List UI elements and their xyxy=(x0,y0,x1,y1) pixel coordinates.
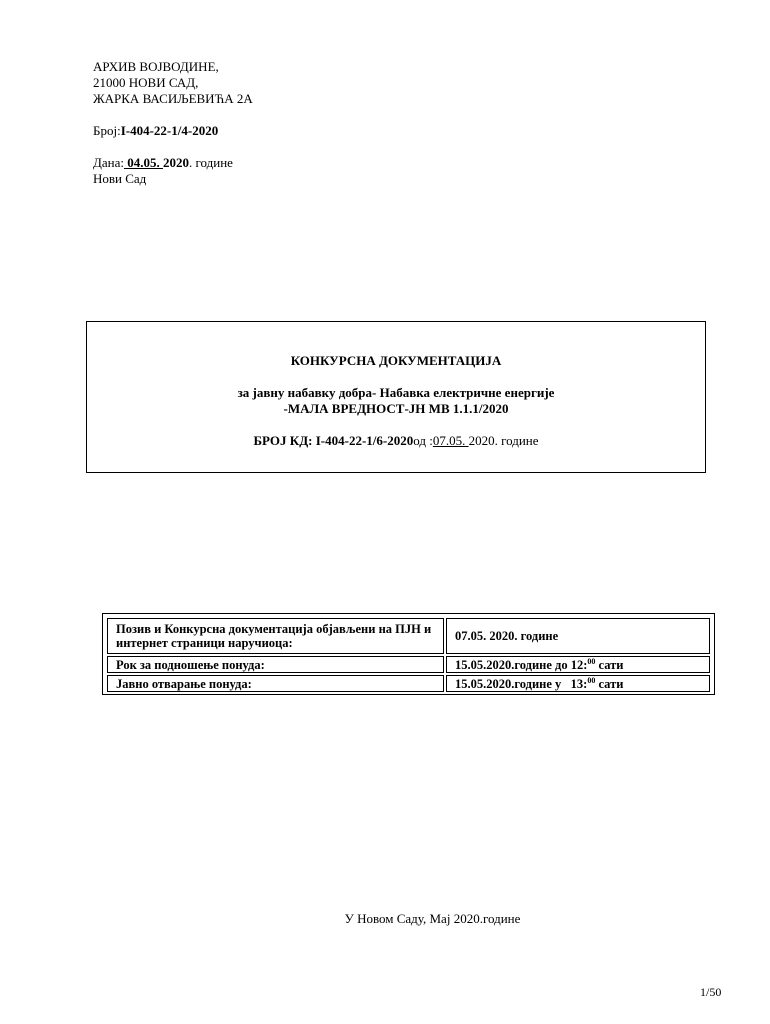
document-title: КОНКУРСНА ДОКУМЕНТАЦИЈА xyxy=(290,353,502,368)
table-cell-label: Рок за подношење понуда: xyxy=(107,656,444,673)
number-label: Број: xyxy=(93,123,121,138)
table-cell-value xyxy=(446,656,710,673)
place: Нови Сад xyxy=(93,171,147,186)
opening-date: 15.05.2020.године у 13: xyxy=(455,676,588,691)
deadline-minutes: 00 xyxy=(587,656,596,666)
date-year: 2020 xyxy=(162,155,189,170)
reference-line xyxy=(87,433,705,449)
reference-number: БРОЈ КД: I-404-22-1/6-2020 xyxy=(253,433,414,448)
document-date xyxy=(93,155,493,171)
table-cell-label: Јавно отварање понуда: xyxy=(107,675,444,692)
date-value: 04.05. xyxy=(123,155,163,170)
title-box xyxy=(86,321,706,473)
table-cell-label: Позив и Конкурсна документација објављени на ПЈН и интернет страници наручиоца: xyxy=(107,618,444,654)
reference-colon: : xyxy=(425,433,433,448)
document-number xyxy=(93,123,493,139)
table-cell-value: 07.05. 2020. године xyxy=(446,618,710,654)
deadline-unit: сати xyxy=(595,657,624,672)
opening-minutes: 00 xyxy=(587,675,596,685)
org-address: ЖАРКА ВАСИЉЕВИЋА 2А xyxy=(93,91,253,106)
number-value: I-404-22-1/4-2020 xyxy=(120,123,219,138)
reference-suffix: 2020. године xyxy=(468,433,539,448)
procurement-type: -МАЛА ВРЕДНОСТ-ЈН МВ 1.1.1/2020 xyxy=(283,401,509,416)
reference-od: од xyxy=(413,433,426,448)
document-header xyxy=(93,59,493,187)
footer-place-date: У Новом Саду, Мај 2020.године xyxy=(344,911,521,926)
opening-unit: сати xyxy=(595,676,624,691)
page-number: 1/50 xyxy=(700,985,722,999)
procurement-subject: за јавну набавку добра- Набавка електричне енергије xyxy=(237,385,555,400)
date-label: Дана: xyxy=(93,155,124,170)
reference-date: 07.05. xyxy=(432,433,469,448)
schedule-table xyxy=(102,613,715,695)
date-suffix: . године xyxy=(188,155,233,170)
org-name: АРХИВ ВОЈВОДИНЕ, xyxy=(93,59,219,74)
table-row xyxy=(107,656,710,673)
table-row xyxy=(107,618,710,654)
table-cell-value xyxy=(446,675,710,692)
table-row xyxy=(107,675,710,692)
deadline-date: 15.05.2020.године до 12: xyxy=(455,657,588,672)
org-city: 21000 НОВИ САД, xyxy=(93,75,199,90)
